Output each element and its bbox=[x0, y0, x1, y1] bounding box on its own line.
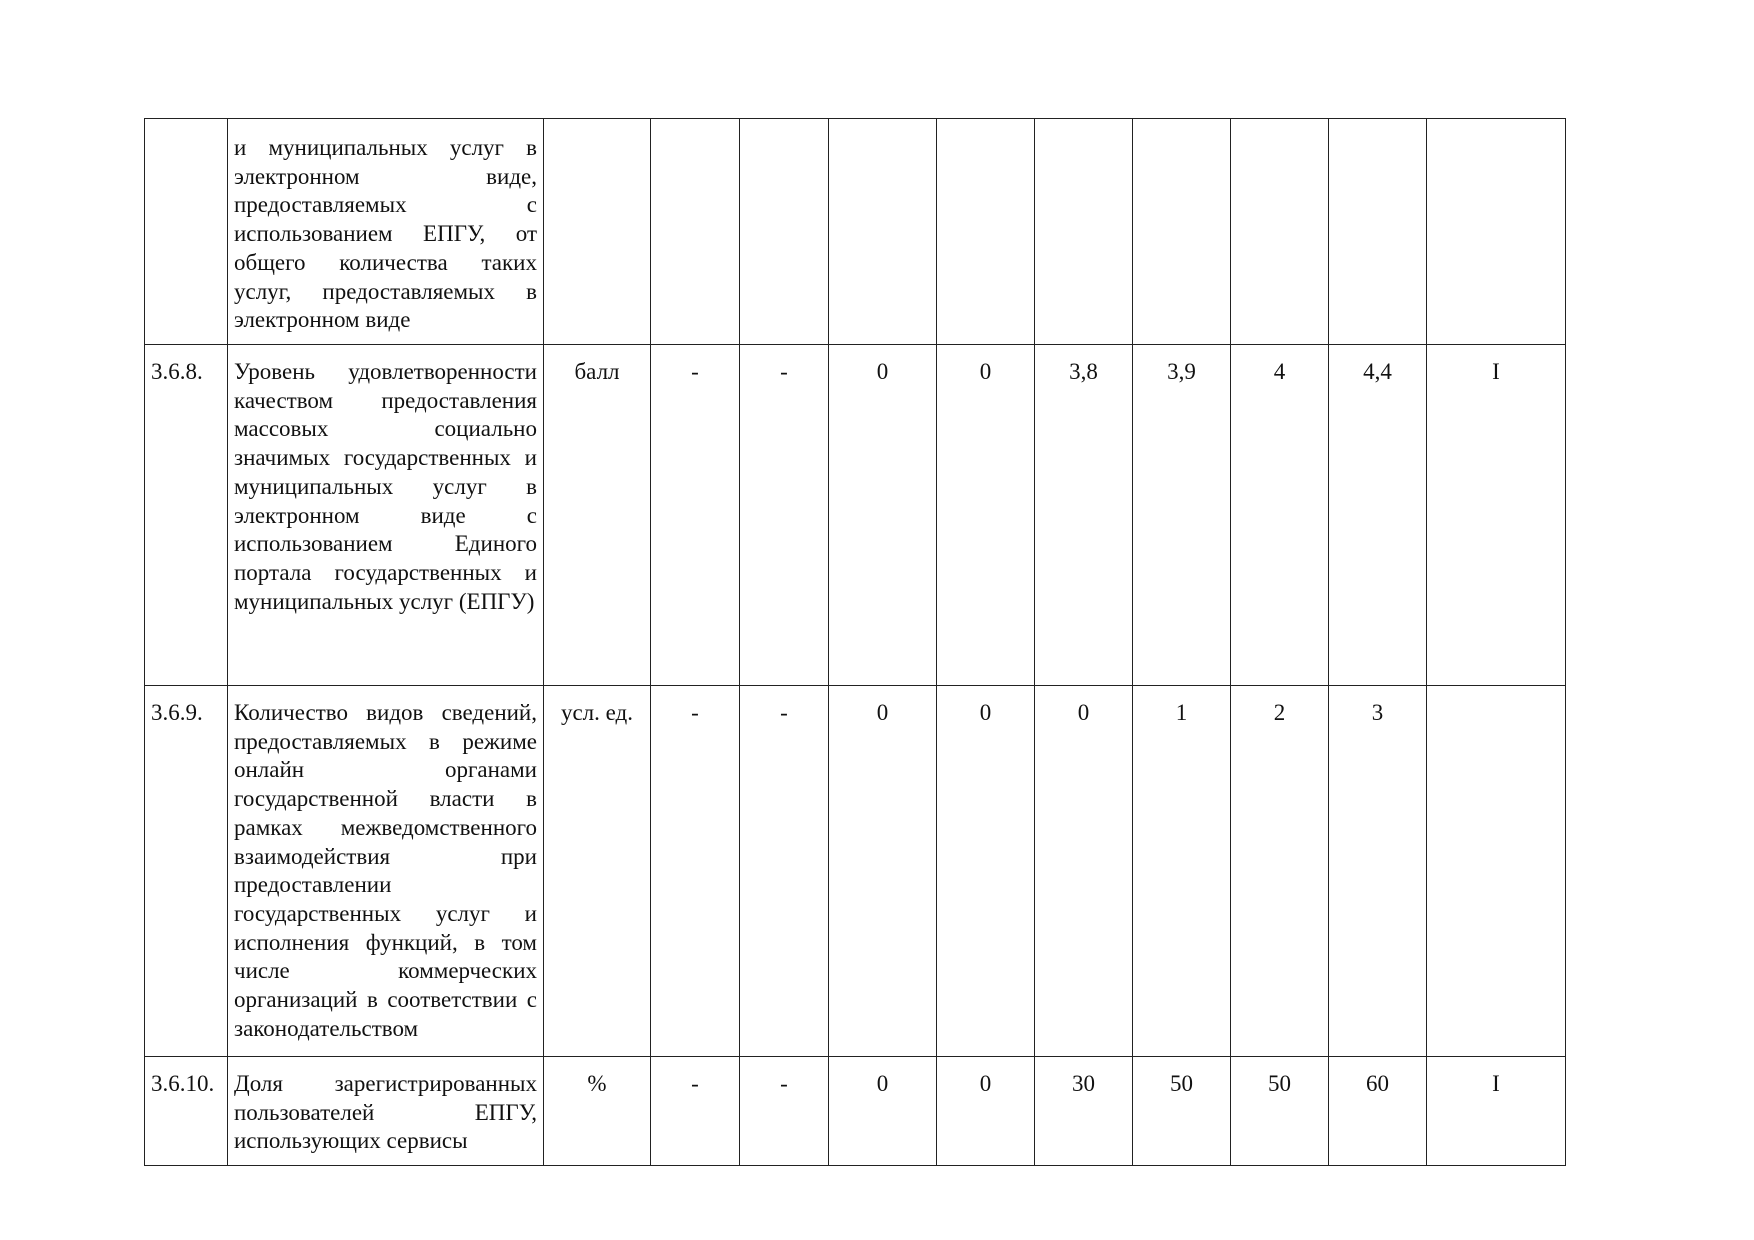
indicators-table bbox=[144, 118, 1566, 1166]
table-row bbox=[145, 1057, 1566, 1166]
table-row bbox=[145, 686, 1566, 1057]
row-value bbox=[651, 119, 740, 345]
row-value: 30 bbox=[1035, 1057, 1133, 1166]
row-value: 0 bbox=[1035, 686, 1133, 1057]
table-row bbox=[145, 345, 1566, 686]
row-value: - bbox=[651, 1057, 740, 1166]
row-value: 0 bbox=[937, 345, 1035, 686]
row-unit bbox=[544, 119, 651, 345]
row-value: 0 bbox=[937, 1057, 1035, 1166]
row-value: 4 bbox=[1231, 345, 1329, 686]
row-note bbox=[1427, 119, 1566, 345]
row-value: - bbox=[740, 686, 829, 1057]
row-description: Уровень удовлетворенности качеством предоставления массовых социально значимых государственных и муниципальных услуг в электронном виде с использованием Единого портала государственных и муниципальных услуг (ЕПГУ) bbox=[228, 345, 544, 686]
row-value bbox=[1035, 119, 1133, 345]
row-note: I bbox=[1427, 345, 1566, 686]
row-value: - bbox=[651, 345, 740, 686]
row-value: - bbox=[740, 1057, 829, 1166]
row-unit: балл bbox=[544, 345, 651, 686]
row-note bbox=[1427, 686, 1566, 1057]
row-value: - bbox=[740, 345, 829, 686]
row-value: 3,8 bbox=[1035, 345, 1133, 686]
row-value: 0 bbox=[829, 686, 937, 1057]
row-value: 4,4 bbox=[1329, 345, 1427, 686]
row-value: 3,9 bbox=[1133, 345, 1231, 686]
row-description: и муниципальных услуг в электронном виде, предоставляемых с использованием ЕПГУ, от общего количества таких услуг, предоставляемых в электронном виде bbox=[228, 119, 544, 345]
row-value bbox=[1329, 119, 1427, 345]
row-value: 60 bbox=[1329, 1057, 1427, 1166]
row-description: Количество видов сведений, предоставляемых в режиме онлайн органами государственной власти в рамках межведомственного взаимодействия при предоставлении государственных услуг и исполнения функций, в том числе коммерческих организаций в соответствии с законодательством bbox=[228, 686, 544, 1057]
row-unit: % bbox=[544, 1057, 651, 1166]
row-value bbox=[1133, 119, 1231, 345]
row-value: 50 bbox=[1133, 1057, 1231, 1166]
row-value bbox=[829, 119, 937, 345]
row-description: Доля зарегистрированных пользователей ЕПГУ, использующих сервисы bbox=[228, 1057, 544, 1166]
row-value: 3 bbox=[1329, 686, 1427, 1057]
table-row bbox=[145, 119, 1566, 345]
row-value: 1 bbox=[1133, 686, 1231, 1057]
row-number bbox=[145, 119, 228, 345]
row-value: 50 bbox=[1231, 1057, 1329, 1166]
row-note: I bbox=[1427, 1057, 1566, 1166]
row-value: 2 bbox=[1231, 686, 1329, 1057]
row-value: 0 bbox=[829, 345, 937, 686]
row-value: - bbox=[651, 686, 740, 1057]
row-value bbox=[740, 119, 829, 345]
row-number: 3.6.9. bbox=[145, 686, 228, 1057]
row-number: 3.6.8. bbox=[145, 345, 228, 686]
row-unit: усл. ед. bbox=[544, 686, 651, 1057]
row-number: 3.6.10. bbox=[145, 1057, 228, 1166]
row-value: 0 bbox=[829, 1057, 937, 1166]
row-value: 0 bbox=[937, 686, 1035, 1057]
row-value bbox=[937, 119, 1035, 345]
row-value bbox=[1231, 119, 1329, 345]
